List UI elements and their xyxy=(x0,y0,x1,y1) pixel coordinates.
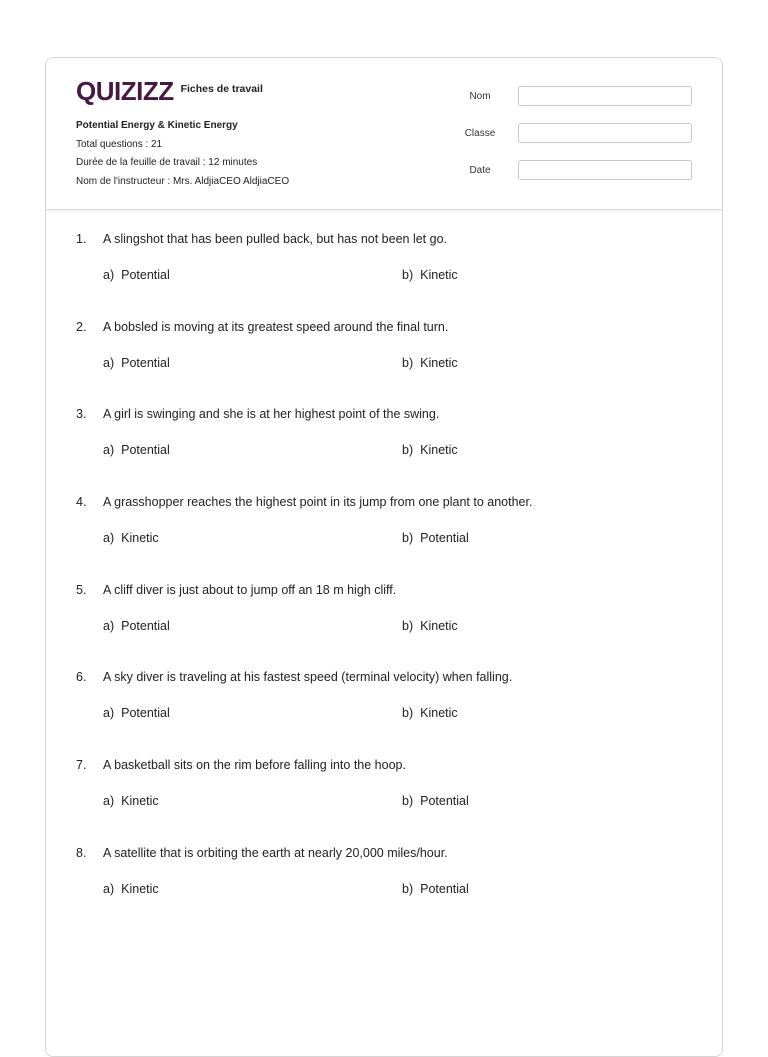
date-field[interactable] xyxy=(518,160,692,180)
option-b[interactable] xyxy=(402,530,469,546)
option-letter: b) xyxy=(402,531,414,546)
option-text: Kinetic xyxy=(420,618,458,633)
name-field-row xyxy=(442,85,692,107)
question-number: 2. xyxy=(76,319,87,334)
option-letter: b) xyxy=(402,268,414,282)
total-questions: Total questions : 21 xyxy=(76,138,163,150)
option-letter: a) xyxy=(103,268,115,282)
option-b[interactable] xyxy=(402,355,458,371)
question-text: A grasshopper reaches the highest point in its jump from one plant to another. xyxy=(103,495,533,510)
option-text: Kinetic xyxy=(121,881,159,896)
worksheet xyxy=(45,57,723,1057)
question-number: 7. xyxy=(76,758,87,773)
option-text: Kinetic xyxy=(121,531,159,546)
option-text: Potential xyxy=(420,531,469,546)
instructor-name: Nom de l'instructeur : Mrs. AldjiaCEO AldjiaCEO xyxy=(76,175,290,187)
option-text: Potential xyxy=(420,794,469,809)
option-a[interactable] xyxy=(103,881,159,897)
worksheet-duration: Durée de la feuille de travail : 12 minutes xyxy=(76,157,258,168)
option-letter: b) xyxy=(402,794,414,809)
option-a[interactable] xyxy=(103,355,170,371)
option-text: Potential xyxy=(121,268,170,282)
question-number: 3. xyxy=(76,407,87,422)
class-field[interactable] xyxy=(518,123,692,143)
class-label: Classe xyxy=(464,127,496,139)
option-letter: b) xyxy=(402,881,414,896)
option-letter: b) xyxy=(402,706,414,721)
option-letter: b) xyxy=(402,355,414,370)
student-fields xyxy=(442,85,692,196)
question-number: 5. xyxy=(76,582,87,597)
option-b[interactable] xyxy=(402,267,458,283)
option-text: Potential xyxy=(121,618,170,633)
question-item xyxy=(76,845,702,933)
brand xyxy=(76,78,263,104)
date-field-row xyxy=(442,159,692,181)
option-text: Potential xyxy=(121,443,170,458)
quizizz-logo: QUIZIZZ xyxy=(76,76,174,106)
question-item xyxy=(76,582,702,670)
option-text: Kinetic xyxy=(420,443,458,458)
option-letter: a) xyxy=(103,443,115,458)
option-a[interactable] xyxy=(103,793,159,809)
question-text: A satellite that is orbiting the earth at nearly 20,000 miles/hour. xyxy=(103,845,448,860)
question-text: A basketball sits on the rim before falling into the hoop. xyxy=(103,758,406,773)
option-text: Kinetic xyxy=(420,355,458,370)
brand-subtitle: Fiches de travail xyxy=(180,83,263,95)
question-item xyxy=(76,406,702,494)
question-text: A sky diver is traveling at his fastest speed (terminal velocity) when falling. xyxy=(103,670,513,685)
option-letter: a) xyxy=(103,794,115,809)
question-item xyxy=(76,494,702,582)
question-item xyxy=(76,319,702,407)
option-b[interactable] xyxy=(402,793,469,809)
question-number: 6. xyxy=(76,670,87,685)
date-label: Date xyxy=(469,164,491,176)
option-b[interactable] xyxy=(402,881,469,897)
worksheet-meta xyxy=(76,117,289,191)
option-b[interactable] xyxy=(402,618,458,634)
question-item xyxy=(76,669,702,757)
option-a[interactable] xyxy=(103,442,170,458)
option-text: Kinetic xyxy=(420,268,458,282)
name-label: Nom xyxy=(469,90,491,102)
question-number: 4. xyxy=(76,495,87,510)
option-b[interactable] xyxy=(402,705,458,721)
option-text: Potential xyxy=(121,706,170,721)
question-number: 1. xyxy=(76,232,87,246)
option-letter: a) xyxy=(103,618,115,633)
option-text: Kinetic xyxy=(121,794,159,809)
class-field-row xyxy=(442,122,692,144)
option-text: Potential xyxy=(121,355,170,370)
option-letter: a) xyxy=(103,355,115,370)
question-text: A bobsled is moving at its greatest speed around the final turn. xyxy=(103,319,449,334)
option-text: Kinetic xyxy=(420,706,458,721)
option-a[interactable] xyxy=(103,530,159,546)
option-a[interactable] xyxy=(103,705,170,721)
option-a[interactable] xyxy=(103,267,170,283)
worksheet-title: Potential Energy & Kinetic Energy xyxy=(76,120,238,131)
option-letter: a) xyxy=(103,706,115,721)
question-text: A slingshot that has been pulled back, but has not been let go. xyxy=(103,232,448,246)
question-item xyxy=(76,757,702,845)
question-number: 8. xyxy=(76,845,87,860)
option-letter: a) xyxy=(103,531,115,546)
option-letter: a) xyxy=(103,881,115,896)
option-letter: b) xyxy=(402,618,414,633)
question-list xyxy=(76,231,702,933)
option-text: Potential xyxy=(420,881,469,896)
option-b[interactable] xyxy=(402,442,458,458)
name-field[interactable] xyxy=(518,86,692,106)
worksheet-header xyxy=(46,58,722,210)
question-text: A girl is swinging and she is at her highest point of the swing. xyxy=(103,407,440,422)
question-text: A cliff diver is just about to jump off an 18 m high cliff. xyxy=(103,582,397,597)
option-letter: b) xyxy=(402,443,414,458)
question-item xyxy=(76,231,702,319)
option-a[interactable] xyxy=(103,618,170,634)
